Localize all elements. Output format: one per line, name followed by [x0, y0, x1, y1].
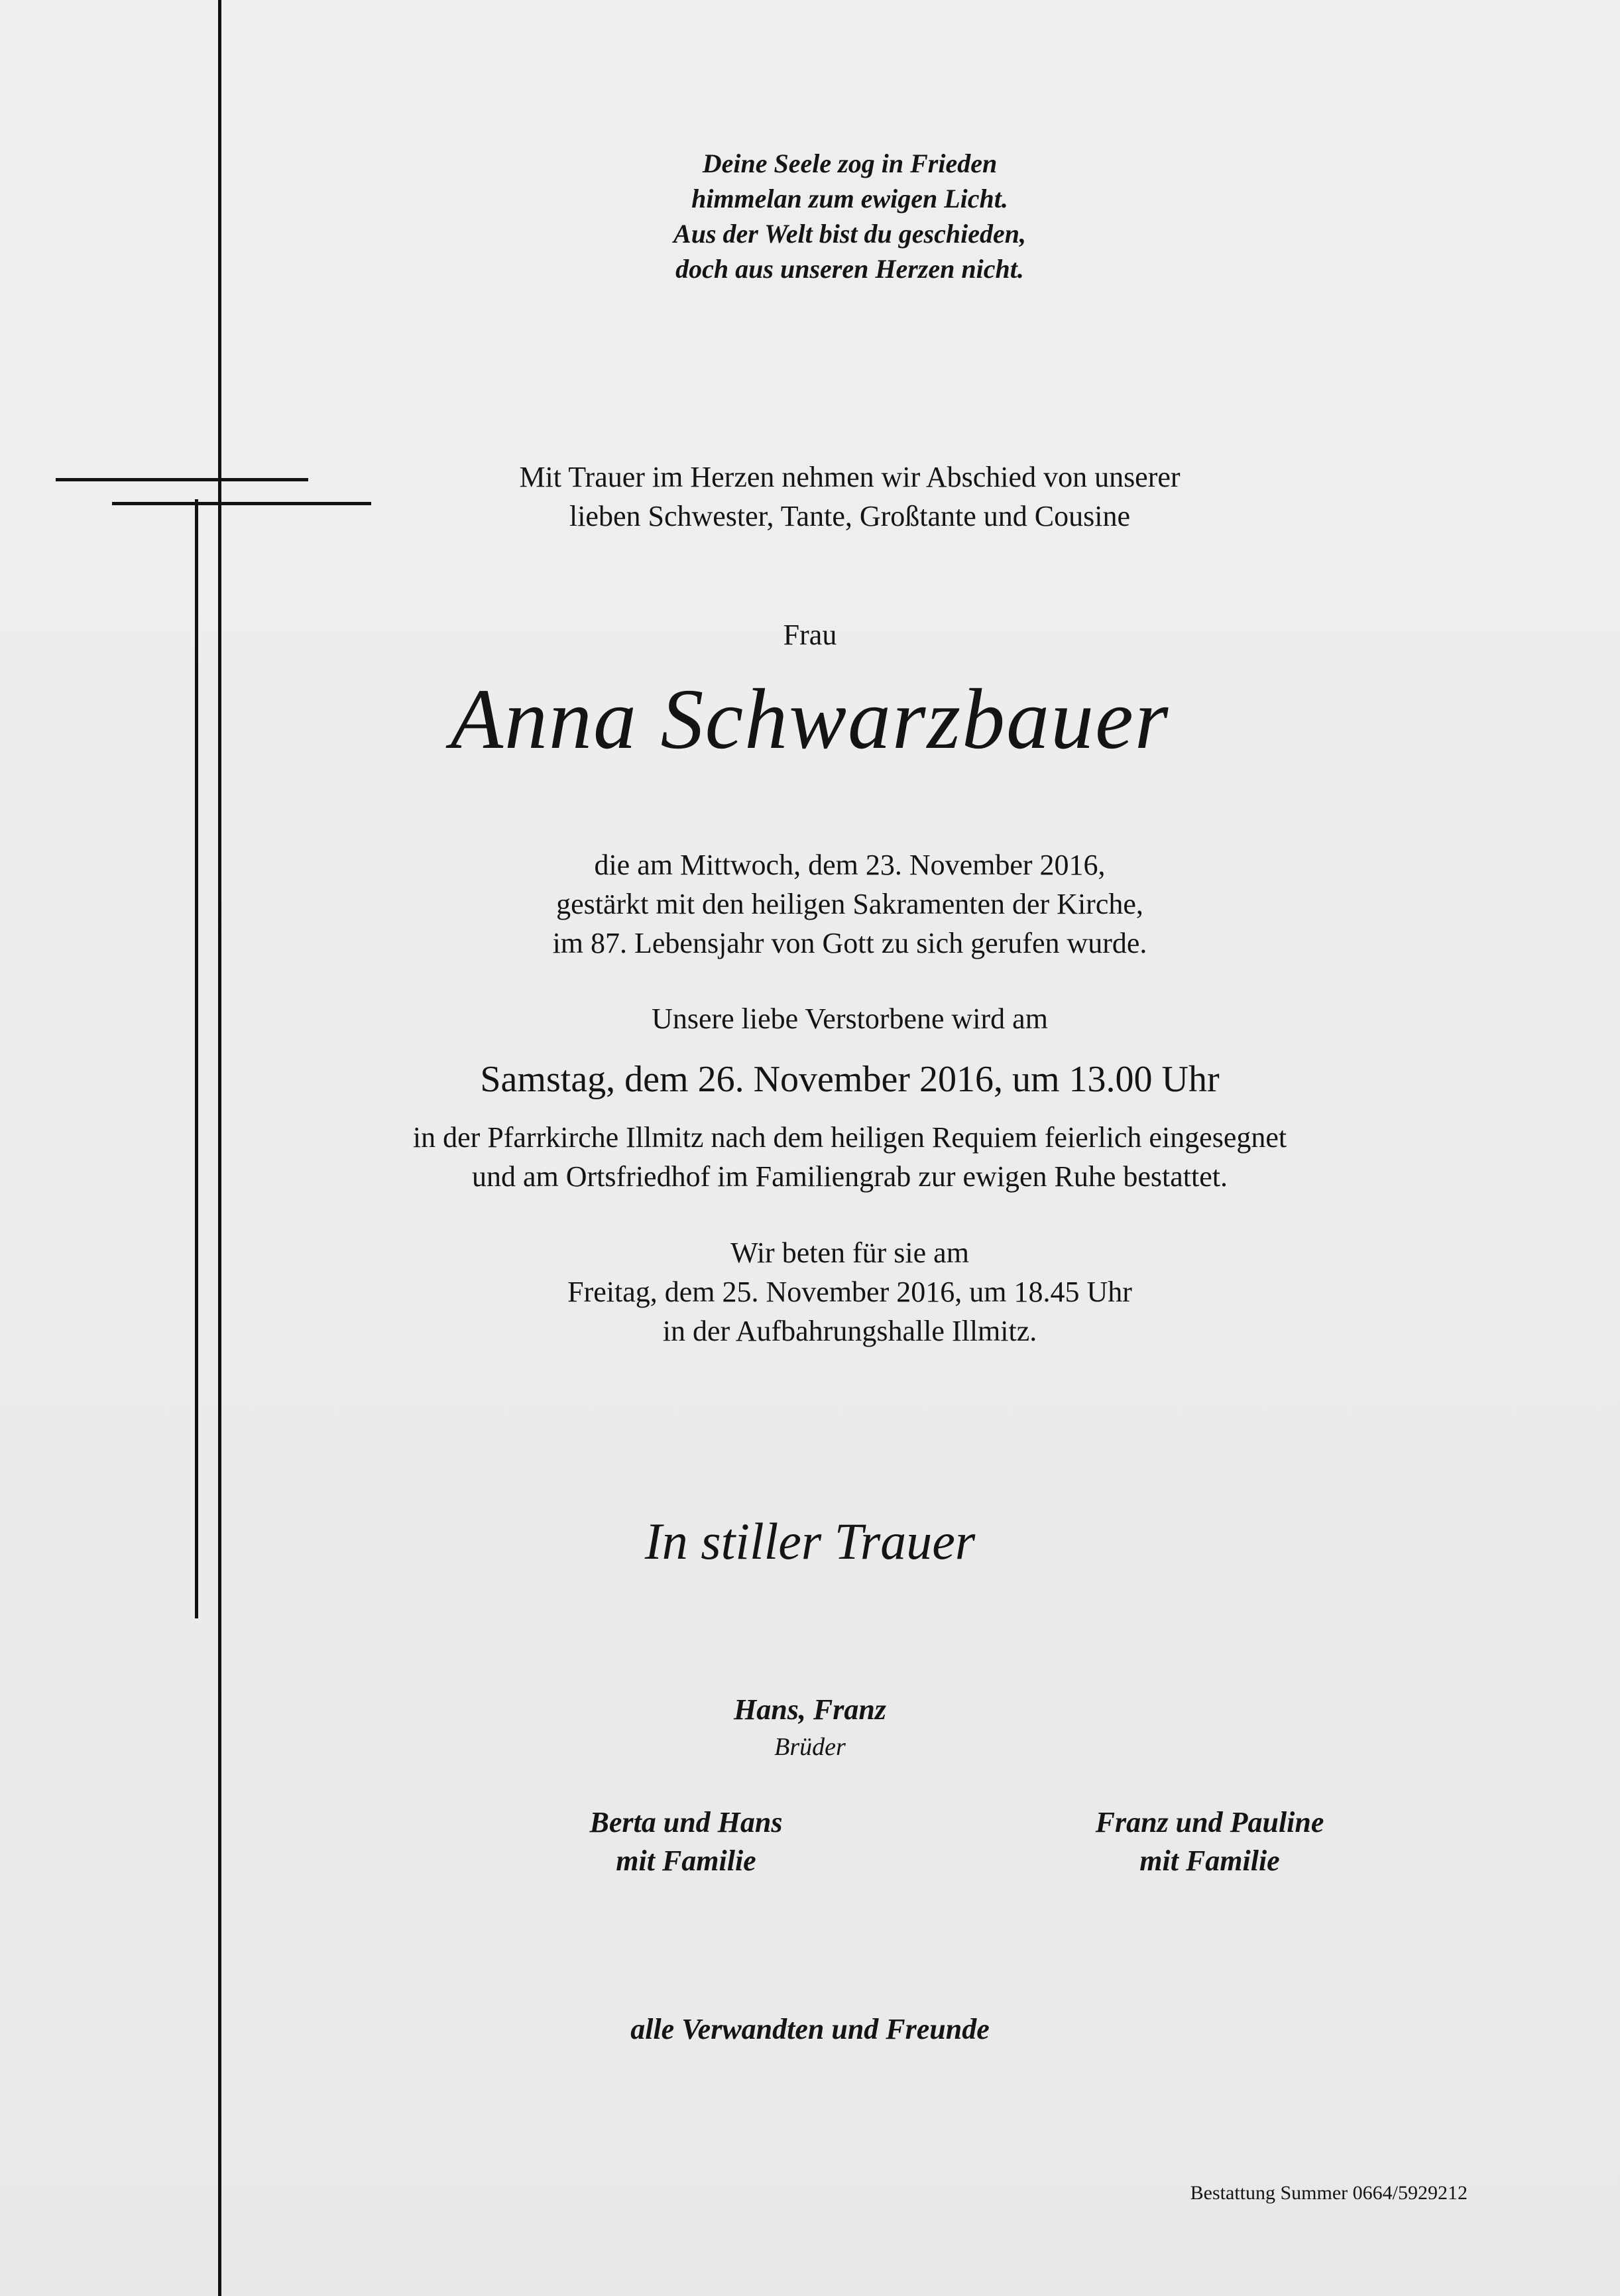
mourner-right-name: Franz und Pauline [1095, 1806, 1324, 1839]
deceased-name: Anna Schwarzbauer [450, 672, 1170, 767]
funeral-date: Samstag, dem 26. November 2016, um 13.00 Uhr [480, 1059, 1220, 1100]
poem-line-4: doch aus unseren Herzen nicht. [675, 254, 1024, 284]
poem-line-2: himmelan zum ewigen Licht. [691, 184, 1008, 213]
death-line-2: gestärkt mit den heiligen Sakramenten der Kirche, [556, 888, 1143, 920]
mourner-all: alle Verwandten und Freunde [630, 2013, 990, 2045]
poem-line-3: Aus der Welt bist du geschieden, [673, 219, 1026, 249]
intro-line-2: lieben Schwester, Tante, Großtante und Cousine [569, 500, 1131, 532]
mourner-right [978, 1803, 1442, 1880]
mourner-center-name: Hans, Franz [734, 1693, 886, 1726]
mourner-left-name: Berta und Hans [589, 1806, 783, 1839]
funeral-place-line-2: und am Ortsfriedhof im Familiengrab zur ewigen Ruhe bestattet. [471, 1160, 1228, 1193]
intro-line-1: Mit Trauer im Herzen nehmen wir Abschied von unserer [519, 461, 1181, 493]
mourner-right-role: mit Familie [1139, 1844, 1280, 1877]
death-line-1: die am Mittwoch, dem 23. November 2016, [594, 849, 1106, 881]
death-line-3: im 87. Lebensjahr von Gott zu sich gerufen wurde. [552, 927, 1147, 959]
funeral-place-line-1: in der Pfarrkirche Illmitz nach dem heiligen Requiem feierlich eingesegnet [412, 1121, 1287, 1154]
mourner-left-role: mit Familie [616, 1844, 756, 1877]
mourner-center-role: Brüder [774, 1733, 846, 1761]
poem-line-1: Deine Seele zog in Frieden [702, 149, 998, 178]
mourner-left [454, 1803, 918, 1880]
funeral-home-footer: Bestattung Summer 0664/5929212 [1190, 2182, 1468, 2204]
prayer-line-2: Freitag, dem 25. November 2016, um 18.45 Uhr [567, 1276, 1132, 1308]
prayer-line-3: in der Aufbahrungshalle Illmitz. [662, 1315, 1037, 1347]
funeral-intro: Unsere liebe Verstorbene wird am [652, 1002, 1048, 1035]
salutation: Frau [783, 619, 837, 651]
prayer-line-1: Wir beten für sie am [730, 1237, 969, 1269]
signoff: In stiller Trauer [644, 1512, 976, 1570]
